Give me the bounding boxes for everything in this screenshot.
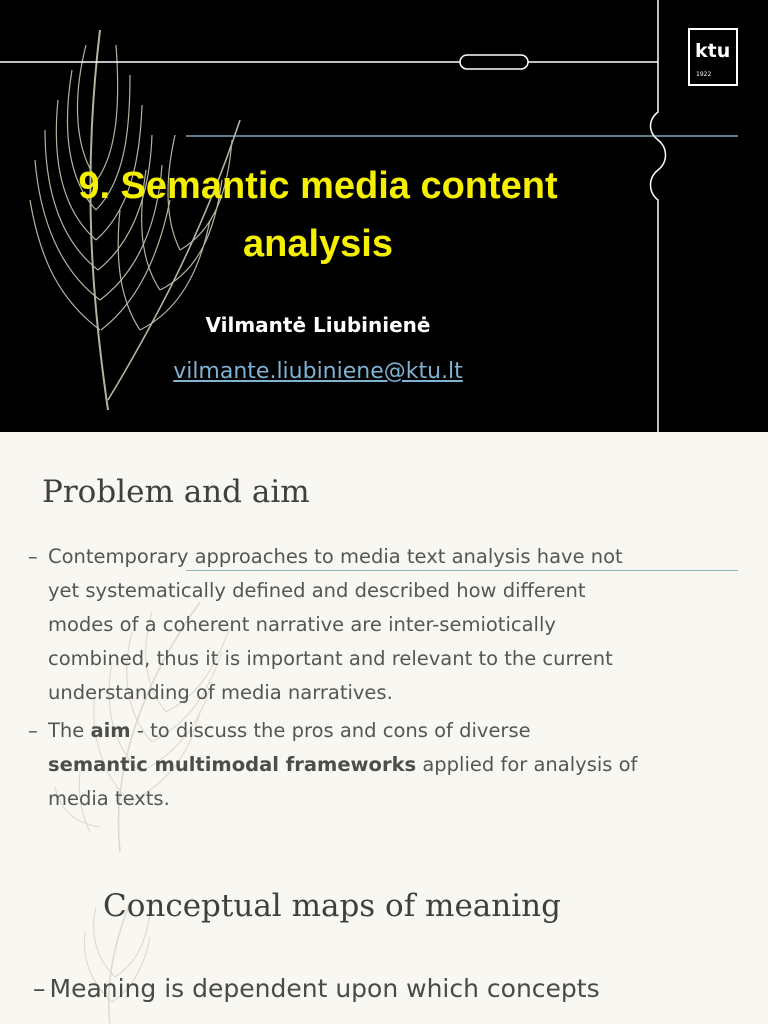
author-email-link[interactable]: vilmante.liubiniene@ktu.lt xyxy=(173,359,463,384)
logo-text: ktu xyxy=(695,40,731,62)
bullet-text-pre: The xyxy=(48,719,91,742)
bullet-item xyxy=(26,714,646,816)
author-name: Vilmantė Liubinienė xyxy=(205,313,431,337)
bullet-dash: – xyxy=(33,974,46,1003)
slide-heading: Conceptual maps of meaning xyxy=(103,888,561,924)
bullet-text-post: applied for analysis of media texts. xyxy=(48,753,638,810)
slide-heading: Problem and aim xyxy=(42,474,310,510)
title-slide xyxy=(0,0,768,432)
bullet-dash: – xyxy=(28,545,38,568)
bullet-item xyxy=(33,974,733,1003)
bullet-list xyxy=(26,540,646,820)
ktu-logo xyxy=(688,28,738,86)
bullet-dash: – xyxy=(28,719,38,742)
bullet-text: Meaning is dependent upon which concepts xyxy=(49,974,600,1003)
slide-title xyxy=(0,157,636,273)
problem-aim-slide xyxy=(0,432,768,862)
logo-year: 1922 xyxy=(696,71,712,78)
title-line-2: analysis xyxy=(243,223,393,265)
bullet-bold-frameworks: semantic multimodal frameworks xyxy=(48,753,417,776)
bullet-item xyxy=(26,540,646,710)
bullet-bold-aim: aim xyxy=(90,719,131,742)
bullet-text-mid: - to discuss the pros and cons of diverse xyxy=(130,719,531,742)
title-line-1: 9. Semantic media content xyxy=(78,165,558,207)
conceptual-maps-slide xyxy=(0,862,768,1024)
bullet-text: Contemporary approaches to media text analysis have not yet systematically defined and described how different modes of a coherent narrative are inter-semiotically combined, thus it is important and relevant to the current understanding of media narratives. xyxy=(48,545,623,704)
